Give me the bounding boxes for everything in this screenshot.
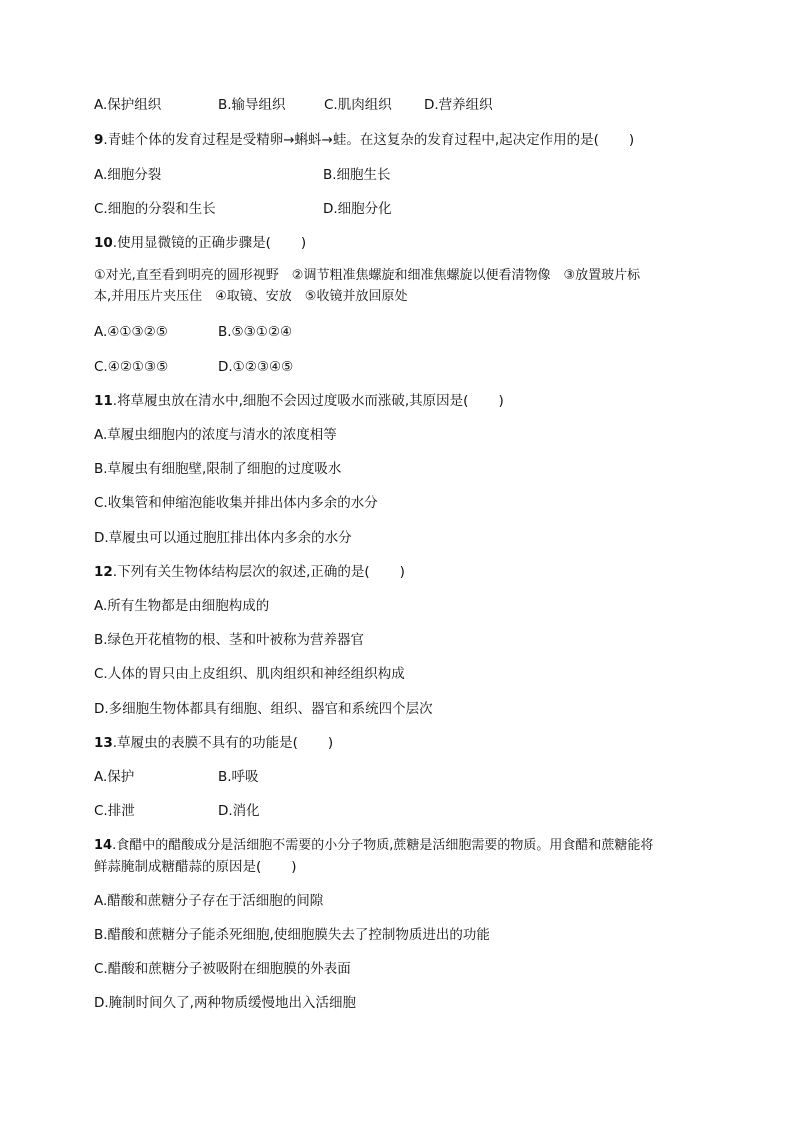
q9-option-a: A.细胞分裂 (94, 167, 162, 183)
q13-option-d: D.消化 (218, 803, 260, 819)
q10-stem-text: .使用显微镜的正确步骤是( (112, 235, 271, 251)
q10-steps-line-1: ①对光,直至看到明亮的圆形视野 ②调节粗准焦螺旋和细准焦螺旋以便看清物像 ③放置玻片标 (94, 268, 641, 283)
q9-option-b: B.细胞生长 (323, 167, 391, 183)
q11-option-b: B.草履虫有细胞壁,限制了细胞的过度吸水 (94, 461, 342, 477)
q10-option-c: C.④②①③⑤ (94, 359, 169, 375)
q9-stem-text: .青蛙个体的发育过程是受精卵→蝌蚪→蛙。在这复杂的发育过程中,起决定作用的是( (103, 132, 599, 148)
q9-option-d: D.细胞分化 (323, 201, 392, 217)
q10-stem (94, 234, 306, 252)
q10-option-d: D.①②③④⑤ (218, 359, 294, 375)
q11-option-c: C.收集管和伸缩泡能收集并排出体内多余的水分 (94, 495, 378, 511)
q12-option-b: B.绿色开花植物的根、茎和叶被称为营养器官 (94, 632, 365, 648)
q9-number: 9 (94, 132, 104, 148)
q10-number: 10 (94, 235, 113, 251)
q11-number: 11 (94, 393, 113, 409)
q14-stem-text-2: 鲜蒜腌制成糖醋蒜的原因是( (94, 859, 262, 875)
q11-option-a: A.草履虫细胞内的浓度与清水的浓度相等 (94, 427, 337, 443)
q13-option-c: C.排泄 (94, 803, 135, 819)
q10-steps-line-2: 本,并用压片夹压住 ④取镜、安放 ⑤收镜并放回原处 (94, 289, 408, 304)
q12-option-c: C.人体的胃只由上皮组织、肌肉组织和神经组织构成 (94, 666, 405, 682)
q9-option-c: C.细胞的分裂和生长 (94, 201, 216, 217)
q10-option-b: B.⑤③①②④ (218, 324, 293, 340)
q14-option-c: C.醋酸和蔗糖分子被吸附在细胞膜的外表面 (94, 961, 351, 977)
q13-option-b: B.呼吸 (218, 769, 259, 785)
q13-number: 13 (94, 735, 113, 751)
q8-option-b: B.输导组织 (218, 97, 286, 113)
q12-number: 12 (94, 564, 113, 580)
q14-option-d: D.腌制时间久了,两种物质缓慢地出入活细胞 (94, 995, 356, 1011)
q11-option-d: D.草履虫可以通过胞肛排出体内多余的水分 (94, 530, 352, 546)
q14-number: 14 (94, 838, 113, 853)
q13-option-a: A.保护 (94, 769, 135, 785)
q14-option-b: B.醋酸和蔗糖分子能杀死细胞,使细胞膜失去了控制物质进出的功能 (94, 927, 490, 943)
q14-stem-line-2 (94, 858, 297, 876)
q14-stem-line-1 (94, 837, 653, 855)
q8-option-c: C.肌肉组织 (324, 97, 392, 113)
q9-stem (94, 131, 634, 149)
q12-stem (94, 563, 405, 581)
q11-close-paren: ) (498, 393, 504, 409)
q10-close-paren: ) (300, 235, 307, 251)
q14-close-paren: ) (291, 859, 297, 875)
q8-option-a: A.保护组织 (94, 97, 162, 113)
q12-option-a: A.所有生物都是由细胞构成的 (94, 598, 270, 614)
q11-stem (94, 392, 504, 410)
q11-stem-text: .将草履虫放在清水中,细胞不会因过度吸水而涨破,其原因是( (112, 393, 469, 409)
q13-close-paren: ) (327, 735, 334, 751)
q10-option-a: A.④①③②⑤ (94, 324, 168, 340)
q13-stem-text: .草履虫的表膜不具有的功能是( (112, 735, 298, 751)
q12-close-paren: ) (399, 564, 405, 580)
q12-stem-text: .下列有关生物体结构层次的叙述,正确的是( (112, 564, 370, 580)
q14-option-a: A.醋酸和蔗糖分子存在于活细胞的间隙 (94, 893, 324, 909)
q8-option-d: D.营养组织 (424, 97, 493, 113)
q13-stem (94, 734, 333, 752)
q12-option-d: D.多细胞生物体都具有细胞、组织、器官和系统四个层次 (94, 701, 433, 717)
q14-stem-text-1: .食醋中的醋酸成分是活细胞不需要的小分子物质,蔗糖是活细胞需要的物质。用食醋和蔗糖能将 (112, 838, 654, 853)
q9-close-paren: ) (628, 132, 635, 148)
